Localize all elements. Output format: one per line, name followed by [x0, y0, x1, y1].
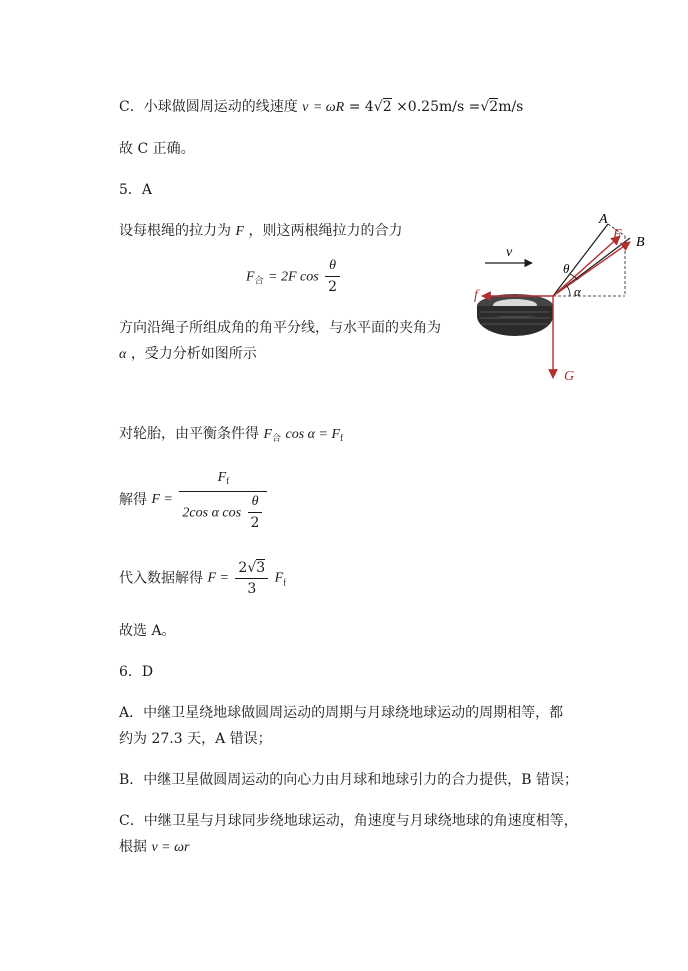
formula1-frac-num: θ	[325, 256, 340, 277]
tire-illustration	[477, 294, 553, 336]
q6-c-line2-eq: v = ωr	[151, 840, 190, 855]
formula1-frac-den: 2	[328, 279, 338, 295]
q6-c-line2-prefix: 根据	[119, 839, 147, 855]
q5-line3	[119, 344, 257, 365]
q5-line3-text: ，受力分析如图所示	[130, 346, 257, 362]
q6-a-line2: 约为 27.3 天，A 错误；	[119, 731, 272, 747]
q6-c-line2	[119, 837, 189, 858]
item-c-conclusion: 故 C 正确。	[119, 141, 195, 157]
label-B: B	[636, 235, 645, 250]
q5-line1-a: 设每根绳的拉力为	[119, 223, 231, 239]
label-F: F	[613, 227, 622, 242]
sub-lhs: F =	[207, 570, 229, 586]
sub-den: 3	[247, 581, 257, 597]
q5-solve-line	[119, 467, 269, 533]
solve-fraction	[179, 467, 267, 533]
solve-lhs: F =	[151, 492, 173, 507]
omega-r-expression: = ωR	[312, 100, 345, 115]
label-v: v	[506, 245, 513, 260]
sub-num-sqrt: 3	[256, 560, 266, 576]
label-alpha: α	[574, 284, 581, 299]
q6-b: B．中继卫星做圆周运动的向心力由月球和地球引力的合力提供，B 错误；	[119, 772, 579, 788]
q5-balance-line	[119, 424, 343, 449]
balance-rhs-sub: f	[340, 433, 343, 443]
solve-den-frac-den: 2	[250, 515, 260, 531]
solve-num-F: F	[217, 470, 227, 485]
sub-num-a: 2	[238, 560, 248, 576]
q6-answer: 6．D	[119, 664, 154, 680]
q5-line3-alpha: α	[119, 347, 127, 362]
q5-sub-line	[119, 558, 286, 599]
balance-lhs-sub: 合	[272, 434, 282, 444]
balance-mid: cos α = F	[285, 427, 340, 442]
solve-den-a: 2cos α cos	[182, 505, 242, 521]
q5-answer: 5．A	[119, 182, 153, 198]
sqrt2-b: 2	[489, 99, 499, 115]
formula1-lhs-sub: 合	[254, 276, 264, 287]
balance-lhs: F	[263, 427, 273, 442]
label-f: f	[474, 288, 478, 303]
q6-c-line1: C．中继卫星与月球同步绕地球运动，角速度与月球绕地球的角速度相等，	[119, 813, 578, 829]
formula1-lhs: F	[246, 269, 255, 285]
solve-den	[179, 492, 267, 533]
sub-rhs-sub: f	[283, 577, 287, 588]
velocity-unit: m/s	[498, 99, 524, 115]
equals-four: = 4	[348, 99, 374, 115]
solve-den-frac-num: θ	[248, 492, 263, 513]
q5-line1	[119, 221, 402, 242]
sub-fraction	[235, 558, 268, 599]
q5-solve-prefix: 解得	[119, 492, 147, 508]
sub-rhs: F	[274, 570, 284, 586]
formula1-rhs: = 2F cos	[268, 269, 319, 285]
alpha-arc	[567, 286, 570, 296]
item-c-prefix: C．小球做圆周运动的线速度	[119, 99, 298, 115]
item-c-velocity-line	[119, 97, 523, 118]
sqrt-sign-a: √	[373, 99, 383, 115]
q5-sub-prefix: 代入数据解得	[119, 570, 203, 587]
solve-num	[179, 467, 267, 492]
sub-sqrt-sign: √	[247, 560, 257, 576]
solve-den-fraction	[248, 492, 263, 533]
solve-num-sub: f	[226, 476, 230, 486]
q5-line1-F: F	[235, 224, 245, 239]
label-G: G	[564, 369, 575, 384]
q6-a-line1: A．中继卫星绕地球做圆周运动的周期与月球绕地球运动的周期相等，都	[119, 705, 564, 721]
sub-num	[235, 558, 268, 579]
label-theta: θ	[563, 261, 570, 276]
force-diagram	[460, 208, 660, 386]
q5-formula-resultant	[246, 256, 342, 297]
q5-balance-prefix: 对轮胎，由平衡条件得	[119, 426, 259, 442]
velocity-symbol: v	[302, 100, 309, 115]
q5-line1-b: ，则这两根绳拉力的合力	[248, 223, 403, 239]
q5-choice: 故选 A。	[119, 623, 176, 639]
q5-line2: 方向沿绳子所组成角的角平分线，与水平面的夹角为	[119, 320, 441, 336]
formula1-fraction	[325, 256, 340, 297]
times-radius: ×0.25m/s =	[396, 99, 481, 115]
sqrt2-a: 2	[382, 99, 392, 115]
label-A: A	[599, 212, 608, 227]
sqrt-sign-b: √	[480, 99, 490, 115]
